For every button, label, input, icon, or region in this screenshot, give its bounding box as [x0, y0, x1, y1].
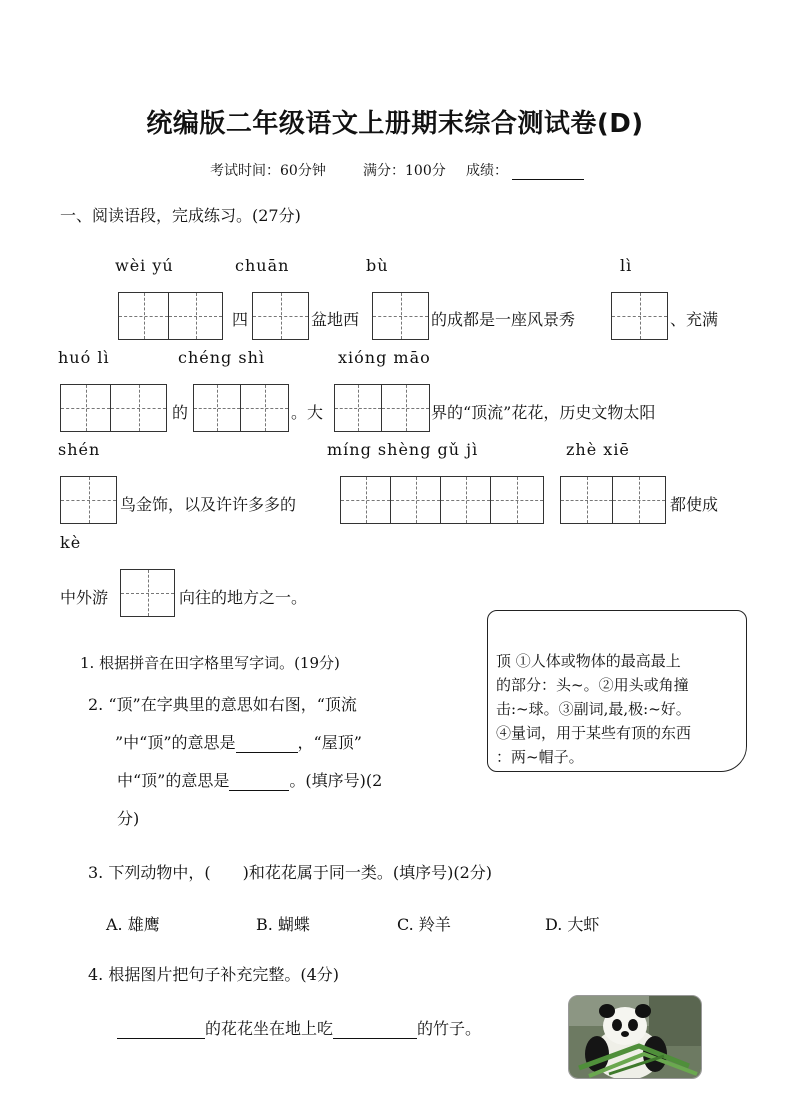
- passage-text: 中外游: [60, 588, 109, 607]
- full-score: 满分：100分: [363, 163, 446, 179]
- question-2-line: 分): [117, 809, 140, 828]
- answer-blank[interactable]: [333, 1022, 417, 1039]
- tianzige-grid[interactable]: [340, 476, 544, 524]
- passage-text: 都使成: [670, 495, 719, 514]
- option-d[interactable]: D. 大虾: [545, 915, 600, 934]
- passage-text: 盆地西: [311, 310, 360, 329]
- question-2-text: 中“顶”的意思是: [117, 771, 230, 790]
- question-4-sentence: [117, 1016, 481, 1039]
- definition-line: ④量词，用于某些有顶的东西: [496, 724, 692, 742]
- tianzige-grid[interactable]: [120, 569, 175, 617]
- pinyin: chuān: [235, 256, 290, 275]
- passage-text: 、充满: [670, 310, 719, 329]
- section-heading: 一、阅读语段，完成练习。(27分): [60, 206, 301, 225]
- tianzige-grid[interactable]: [60, 384, 167, 432]
- passage-text: 的成都是一座风景秀: [431, 310, 576, 329]
- score-field: [466, 160, 584, 180]
- question-2-line: [117, 768, 382, 791]
- passage-text: 四: [232, 310, 249, 329]
- option-c[interactable]: C. 羚羊: [397, 915, 451, 934]
- exam-time: 考试时间：60分钟: [210, 163, 326, 179]
- pinyin: bù: [366, 256, 389, 275]
- tianzige-grid[interactable]: [118, 292, 223, 340]
- question-2-line: [115, 730, 362, 753]
- question-3: 3. 下列动物中，( )和花花属于同一类。(填序号)(2分): [88, 863, 492, 882]
- tianzige-grid[interactable]: [252, 292, 309, 340]
- tianzige-grid[interactable]: [611, 292, 668, 340]
- answer-blank[interactable]: [229, 774, 289, 791]
- question-4-text: 的花花坐在地上吃: [205, 1019, 334, 1038]
- definition-line: 击:~球。③副词,最,极:~好。: [496, 700, 691, 718]
- option-a[interactable]: A. 雄鹰: [106, 915, 160, 934]
- tianzige-grid[interactable]: [560, 476, 666, 524]
- question-4-text: 的竹子。: [417, 1019, 482, 1038]
- pinyin: huó lì: [58, 348, 110, 367]
- pinyin: chéng shì: [178, 348, 265, 367]
- page-title: 统编版二年级语文上册期末综合测试卷(D): [146, 109, 644, 139]
- definition-line: 的部分：头~。②用头或角撞: [496, 676, 689, 694]
- definition-line: ：两~帽子。: [496, 748, 584, 766]
- pinyin: lì: [620, 256, 633, 275]
- question-2-text: 。(填序号)(2: [289, 771, 383, 790]
- score-blank[interactable]: [512, 165, 584, 180]
- tianzige-grid[interactable]: [334, 384, 430, 432]
- panda-eating-bamboo-icon: [569, 996, 701, 1078]
- question-1: 1. 根据拼音在田字格里写字词。(19分): [80, 654, 340, 672]
- pinyin: kè: [60, 533, 82, 552]
- dictionary-definition-box: [487, 610, 747, 772]
- question-4: 4. 根据图片把句子补充完整。(4分): [88, 965, 340, 984]
- tianzige-grid[interactable]: [372, 292, 429, 340]
- score-label: 成绩：: [466, 163, 508, 179]
- passage-text: 的: [172, 403, 189, 422]
- answer-blank[interactable]: [117, 1022, 205, 1039]
- pinyin: zhè xiē: [566, 440, 630, 459]
- tianzige-grid[interactable]: [60, 476, 117, 524]
- panda-photo: [568, 995, 702, 1079]
- question-2-text: ，“屋顶”: [297, 733, 362, 752]
- passage-text: 鸟金饰，以及许许多多的: [120, 495, 297, 514]
- tianzige-grid[interactable]: [193, 384, 289, 432]
- option-b[interactable]: B. 蝴蝶: [256, 915, 310, 934]
- question-2-text: ”中“顶”的意思是: [115, 733, 236, 752]
- pinyin: xióng māo: [338, 348, 431, 367]
- passage-text: 。大: [291, 403, 324, 422]
- passage-text: 向往的地方之一。: [179, 588, 308, 607]
- question-2-line: 2. “顶”在字典里的意思如右图，“顶流: [88, 695, 357, 714]
- pinyin: shén: [58, 440, 101, 459]
- answer-blank[interactable]: [236, 736, 298, 753]
- pinyin: wèi yú: [115, 256, 174, 275]
- definition-line: 顶 ①人体或物体的最高最上: [496, 652, 681, 670]
- passage-text: 界的“顶流”花花，历史文物太阳: [431, 403, 656, 422]
- pinyin: míng shèng gǔ jì: [327, 440, 479, 459]
